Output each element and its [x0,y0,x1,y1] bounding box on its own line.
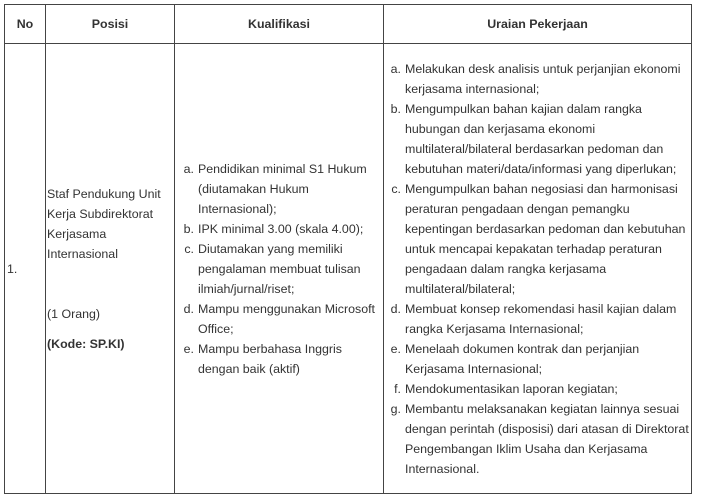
spacer [47,264,172,304]
position-cell [46,44,175,494]
table-header-row [5,5,692,44]
list-item [386,99,689,179]
job-description-cell [384,44,692,494]
qualification-list [179,159,381,379]
job-description-text: Mengumpulkan bahan negosiasi dan harmonisasi peraturan pengadaan dengan pemangku kepentingan berdasarkan pedoman dan kebutuhan untuk mencapai kepakatan terhadap peraturan pengadaan dalam rangka kerjasama multilateral/bilateral; [405,181,686,296]
list-marker: c. [184,241,194,256]
position-title-line: Staf Pendukung Unit [47,186,161,201]
header-posisi: Posisi [46,5,175,44]
list-item [179,159,381,219]
job-description-text: Mendokumentasikan laporan kegiatan; [405,381,618,396]
position-code: (Kode: SP.KI) [47,336,125,351]
list-item [386,299,689,339]
job-position-table [4,4,692,494]
table-row [5,44,692,494]
list-marker: a. [183,161,194,176]
list-marker: f. [394,381,401,396]
job-description-text: Membantu melaksanakan kegiatan lainnya sesuai dengan perintah (disposisi) dari atasan di Direktorat Pengembangan Iklim Usaha dan Kerjasama Internasional. [405,401,689,476]
position-title-line: Kerjasama [47,226,107,241]
job-description-list [386,59,689,479]
list-item [179,239,381,299]
qualification-cell [175,44,384,494]
list-marker: a. [390,61,401,76]
position-title-line: Kerja Subdirektorat [47,206,154,221]
qualification-text: Pendidikan minimal S1 Hukum (diutamakan Hukum Internasional); [198,161,367,216]
list-marker: d. [183,301,194,316]
list-marker: e. [390,341,401,356]
header-kualifikasi: Kualifikasi [175,5,384,44]
list-marker: d. [390,301,401,316]
position-title-line: Internasional [47,246,118,261]
list-marker: c. [391,181,401,196]
list-marker: b. [390,101,401,116]
job-description-text: Membuat konsep rekomendasi hasil kajian dalam rangka Kerjasama Internasional; [405,301,677,336]
job-description-text: Menelaah dokumen kontrak dan perjanjian Kerjasama Internasional; [405,341,640,376]
list-item [179,299,381,339]
header-no: No [5,5,46,44]
list-marker: e. [183,341,194,356]
list-item [179,219,381,239]
qualification-text: Mampu menggunakan Microsoft Office; [198,301,375,336]
position-count: (1 Orang) [47,306,101,321]
list-item [386,399,689,479]
qualification-text: Diutamakan yang memiliki pengalaman membuat tulisan ilmiah/jurnal/riset; [198,241,361,296]
header-uraian: Uraian Pekerjaan [384,5,692,44]
qualification-text: Mampu berbahasa Inggris dengan baik (aktif) [198,341,342,376]
job-description-text: Mengumpulkan bahan kajian dalam rangka hubungan dan kerjasama ekonomi multilateral/bilateral berdasarkan pedoman dan kebutuhan materi/data/informasi yang diperlukan; [405,101,677,176]
list-marker: g. [390,401,401,416]
list-item [386,59,689,99]
list-item [386,339,689,379]
spacer [47,324,172,334]
list-item [386,179,689,299]
list-item [386,379,689,399]
qualification-text: IPK minimal 3.00 (skala 4.00); [198,221,364,236]
job-description-text: Melakukan desk analisis untuk perjanjian ekonomi kerjasama internasional; [405,61,681,96]
list-item [179,339,381,379]
list-marker: b. [183,221,194,236]
row-number: 1. [5,44,46,494]
